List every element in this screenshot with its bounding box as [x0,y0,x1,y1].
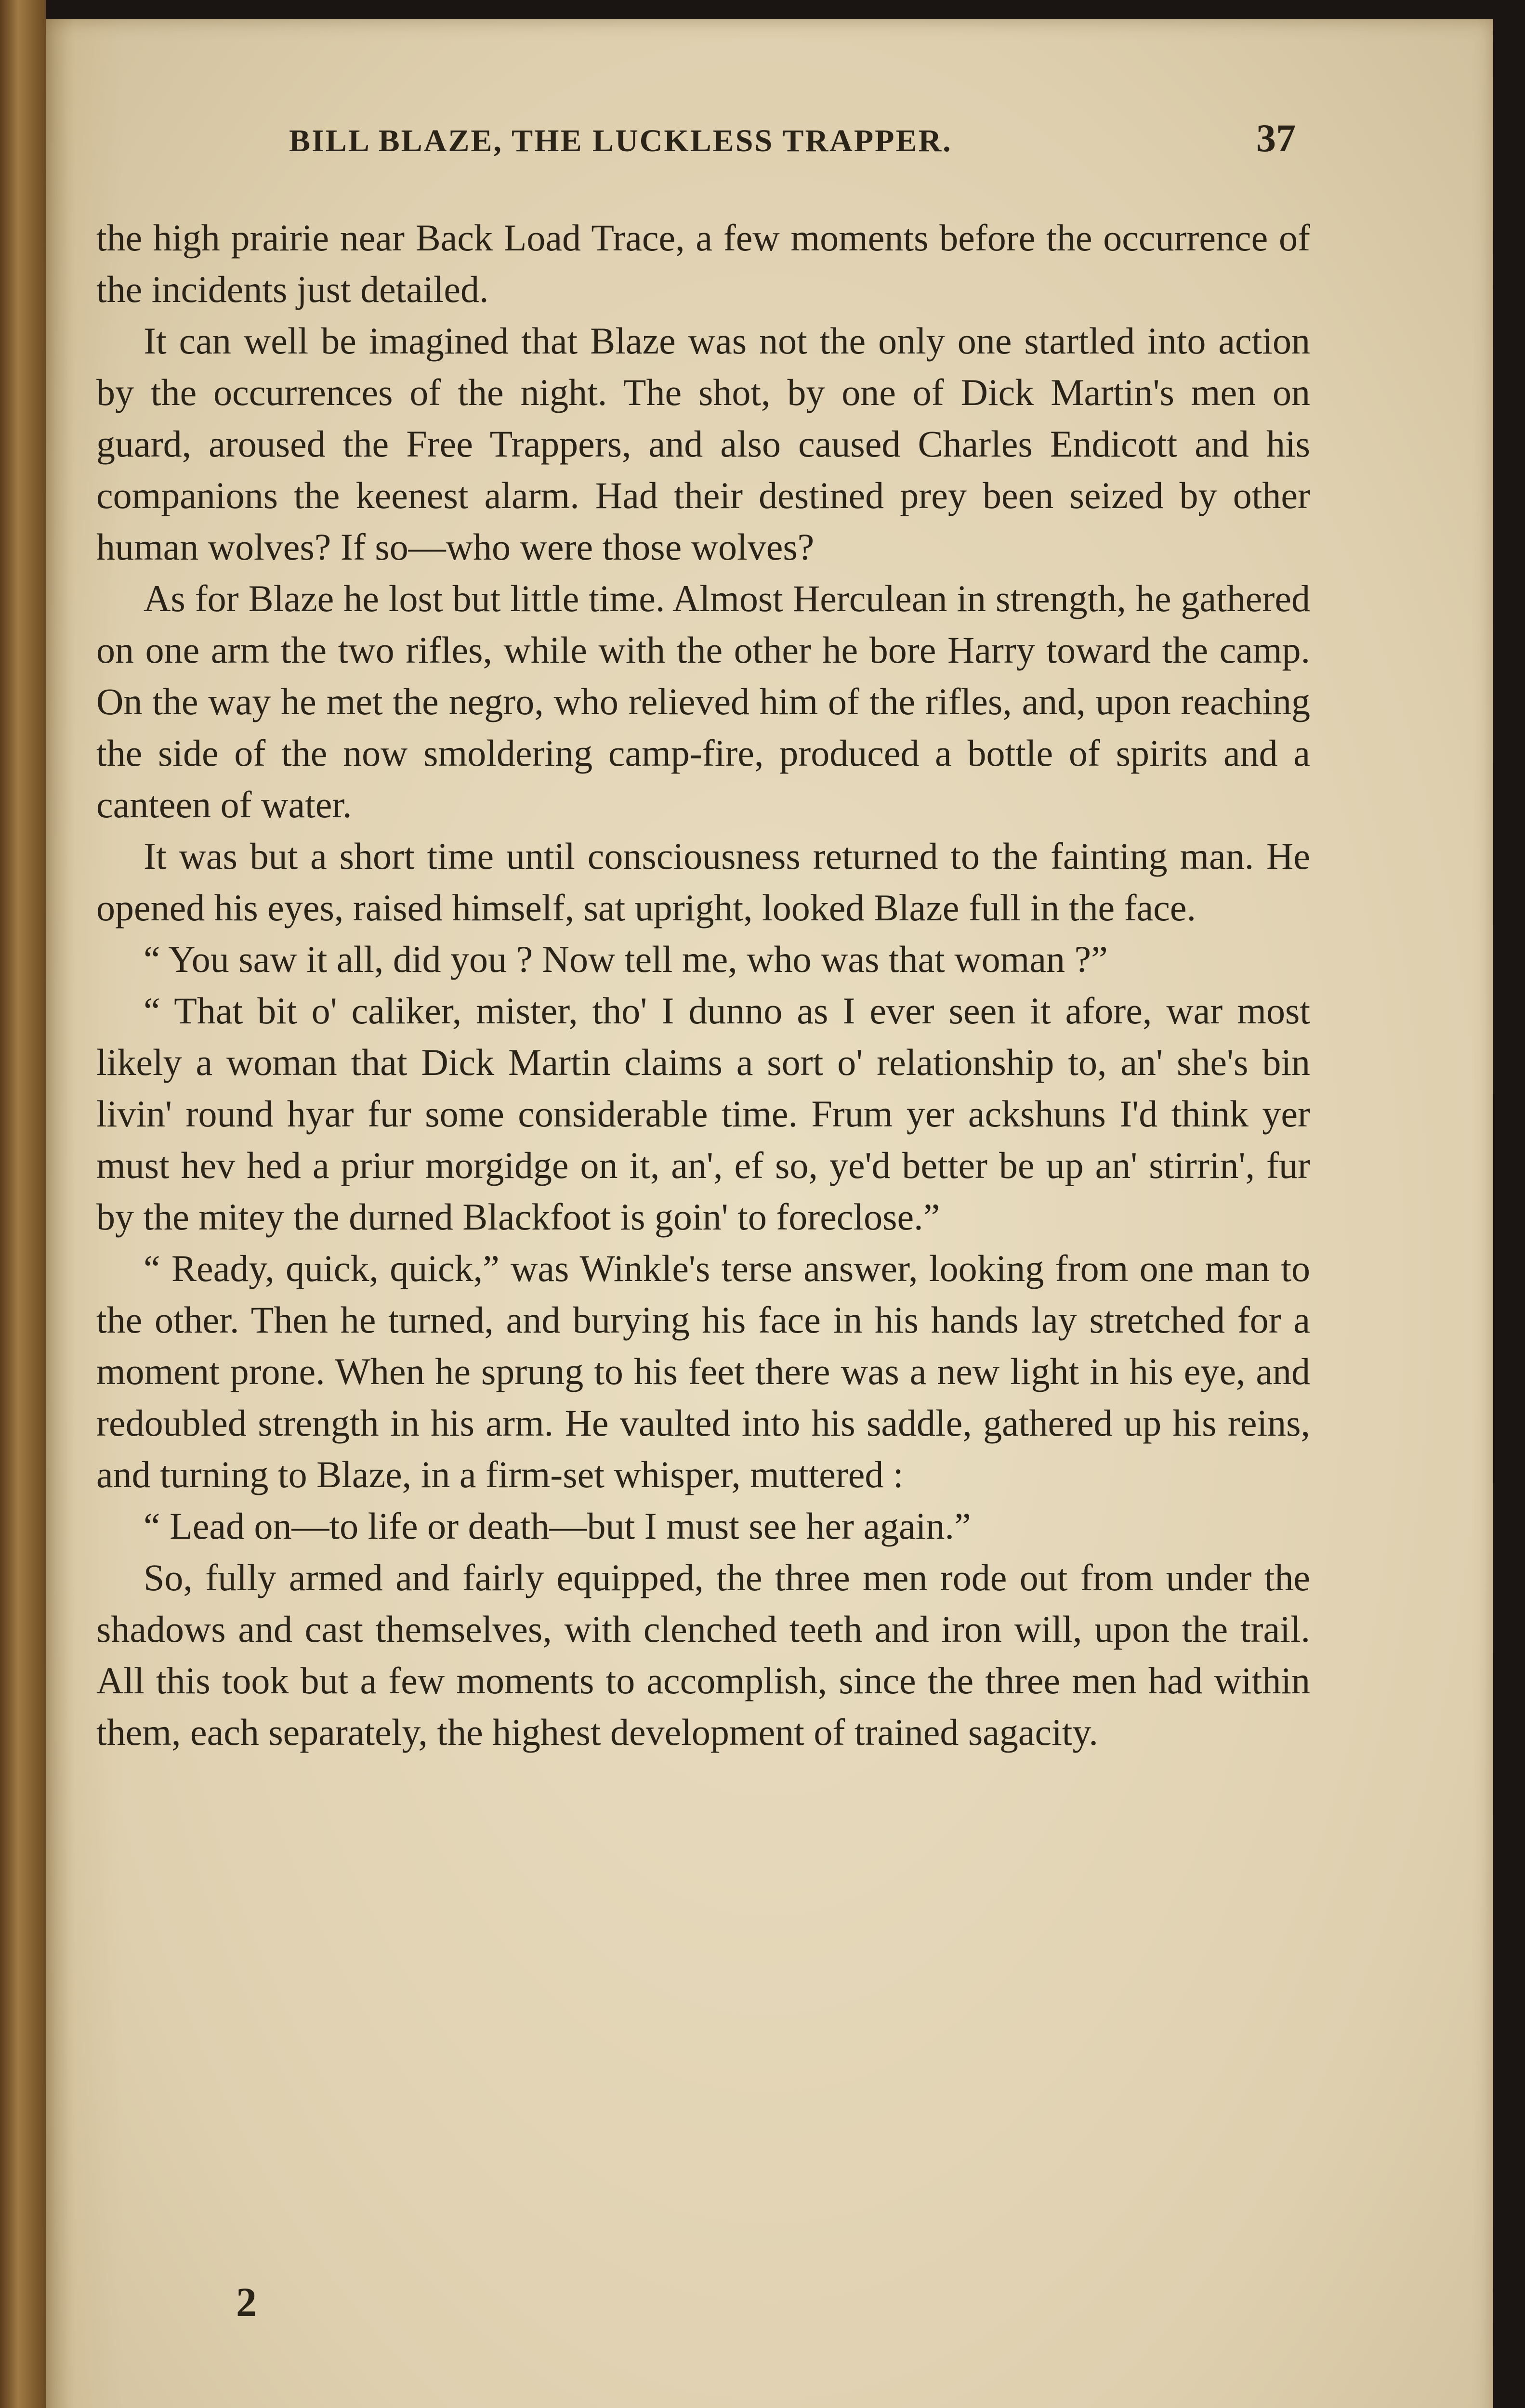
signature-mark: 2 [236,2279,257,2325]
page-number: 37 [1256,116,1296,160]
paragraph: “ Ready, quick, quick,” was Winkle's terse answer, looking from one man to the other. Then he turned, and burying his face in his hands lay stretched for a moment prone. When he sprung to his feet there was a new light in his eye, and redoubled strength in his arm. He vaulted into his saddle, gathered up his reins, and turning to Blaze, in a firm-set whisper, muttered : [96,1247,1310,1495]
paragraph: “ That bit o' caliker, mister, tho' I dunno as I ever seen it afore, war most likely a woman that Dick Martin claims a sort o' relationship to, an' she's bin livin' round hyar fur some considerable time. Frum yer ackshuns I'd think yer must hev hed a priur morgidge on it, an', ef so, ye'd better be up an' stirrin', fur by the mitey the durned Blackfoot is goin' to foreclose.” [96,990,1310,1238]
book-spine [0,0,46,2408]
paragraph: So, fully armed and fairly equipped, the three men rode out from under the shadows and cast themselves, with clenched teeth and iron will, upon the trail. All this took but a few moments to accomplish, since the three men had within them, each separately, the highest development of trained sagacity. [96,1557,1310,1753]
body-text [96,212,1310,1758]
paragraph: It can well be imagined that Blaze was not the only one startled into action by the occurrences of the night. The shot, by one of Dick Martin's men on guard, aroused the Free Trappers, and also caused Charles Endicott and his companions the keenest alarm. Had their destined prey been seized by other human wolves? If so—who were those wolves? [96,320,1310,568]
paragraph: It was but a short time until consciousness returned to the fainting man. He opened his eyes, raised himself, sat upright, looked Blaze full in the face. [96,835,1310,929]
paragraph: “ Lead on—to life or death—but I must see her again.” [144,1505,971,1547]
running-title: BILL BLAZE, THE LUCKLESS TRAPPER. [289,123,952,158]
paragraph: the high prairie near Back Load Trace, a few moments before the occurrence of the incidents just detailed. [96,217,1310,310]
paragraph: “ You saw it all, did you ? Now tell me, who was that woman ?” [144,938,1108,980]
paragraph: As for Blaze he lost but little time. Almost Herculean in strength, he gathered on one arm the two rifles, while with the other he bore Harry toward the camp. On the way he met the negro, who relieved him of the rifles, and, upon reaching the side of the now smoldering camp-fire, produced a bottle of spirits and a canteen of water. [96,577,1310,825]
